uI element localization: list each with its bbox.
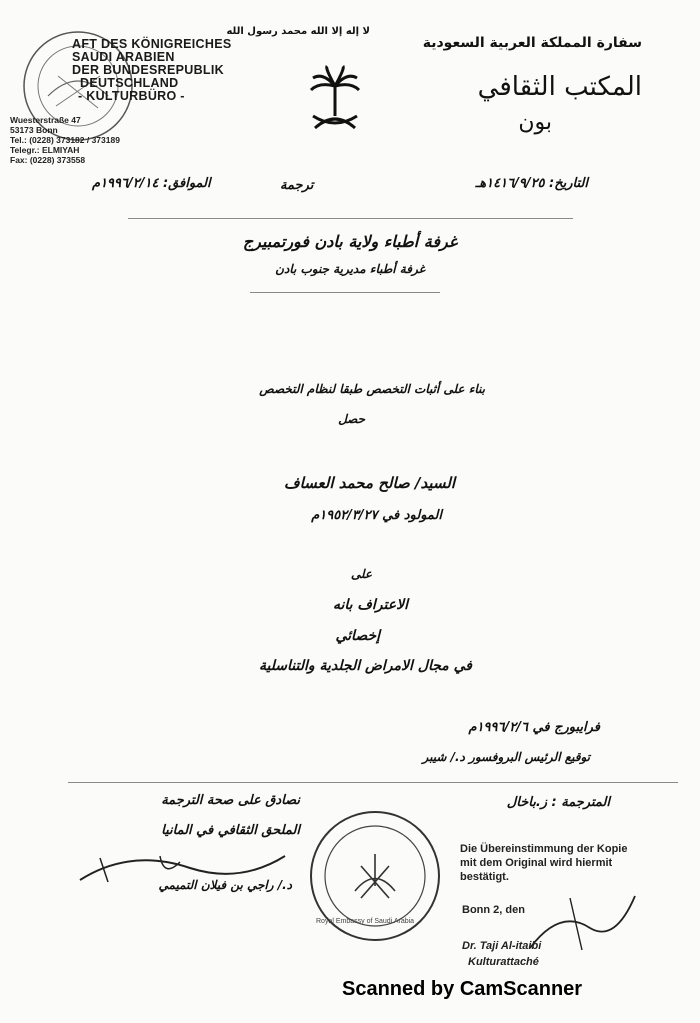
german-header-line: SAUDI ARABIEN bbox=[72, 50, 175, 64]
embassy-stamp bbox=[305, 806, 445, 946]
address-line: Wuesterstraße 47 bbox=[10, 115, 81, 125]
translation-label: ترجمة bbox=[280, 178, 314, 193]
german-header-line: AFT DES KÖNIGREICHES bbox=[72, 37, 232, 51]
body-line-obtained: حصل bbox=[338, 412, 365, 426]
recognition-line: الاعتراف بانه bbox=[332, 597, 408, 613]
divider bbox=[68, 782, 678, 783]
emblem-calligraphy: لا إله إلا الله محمد رسول الله bbox=[226, 26, 370, 37]
german-header-line: DEUTSCHLAND bbox=[80, 76, 179, 90]
german-header-line: DER BUNDESREPUBLIK bbox=[72, 63, 224, 77]
specialist-line: إخصائي bbox=[335, 628, 380, 644]
address-line: Fax: (0228) 373558 bbox=[10, 155, 86, 165]
body-line-basis: بناء على أثبات التخصص طبقا لنظام التخصص bbox=[259, 382, 485, 396]
document-title: غرفة أطباء ولاية بادن فورتمبيرج bbox=[242, 232, 458, 251]
place-and-date: فرايبورج في ١٩٩٦/٢/٦م bbox=[468, 720, 600, 735]
divider bbox=[128, 218, 573, 219]
attache-title: الملحق الثقافي في المانيا bbox=[161, 823, 300, 838]
saudi-emblem-icon bbox=[305, 64, 365, 134]
body-line-on: على bbox=[350, 567, 372, 581]
kulturattache-title: Kulturattaché bbox=[468, 956, 539, 968]
certification-text: نصادق على صحة الترجمة bbox=[161, 793, 300, 808]
translator-name: المترجمة : ز.باخال bbox=[506, 795, 610, 810]
birth-date: المولود في ١٩٥٢/٣/٢٧م bbox=[311, 508, 442, 523]
bonn-date-line: Bonn 2, den bbox=[462, 904, 525, 916]
date-gregorian: الموافق: ١٩٩٦/٢/١٤م bbox=[92, 176, 211, 191]
german-certification-line: mit dem Original wird hiermit bbox=[460, 857, 613, 869]
president-signature: توقيع الرئيس البروفسور د./ شيبر bbox=[422, 750, 590, 764]
divider bbox=[250, 292, 440, 293]
embassy-name-arabic: سفارة المملكة العربية السعودية bbox=[422, 35, 642, 51]
camscanner-watermark: Scanned by CamScanner bbox=[342, 978, 583, 1000]
address-line: Tel.: (0228) 373182 / 373189 bbox=[10, 135, 120, 145]
holder-name: السيد/ صالح محمد العساف bbox=[284, 474, 455, 492]
kulturattache-name: Dr. Taji Al-itaibi bbox=[462, 940, 542, 952]
cultural-office-title: المكتب الثقافي bbox=[477, 72, 642, 102]
german-certification-line: bestätigt. bbox=[460, 871, 509, 883]
city-name-arabic: بون bbox=[518, 110, 552, 135]
address-line: Telegr.: ELMIYAH bbox=[10, 145, 80, 155]
specialty-field: في مجال الامراض الجلدية والتناسلية bbox=[258, 658, 472, 674]
german-certification-line: Die Übereinstimmung der Kopie bbox=[460, 843, 628, 855]
document-subtitle: غرفة أطباء مديرية جنوب بادن bbox=[275, 262, 425, 276]
stamp-text: Royal Embassy of Saudi Arabia bbox=[316, 918, 415, 925]
attache-name: د./ راجي بن فيلان التميمي bbox=[158, 878, 292, 892]
address-line: 53173 Bonn bbox=[10, 125, 58, 135]
attache-signature bbox=[70, 838, 290, 898]
german-header-line: - KULTURBÜRO - bbox=[78, 89, 185, 103]
date-hijri: التاريخ: ١٤١٦/٩/٢٥هـ bbox=[475, 176, 588, 191]
